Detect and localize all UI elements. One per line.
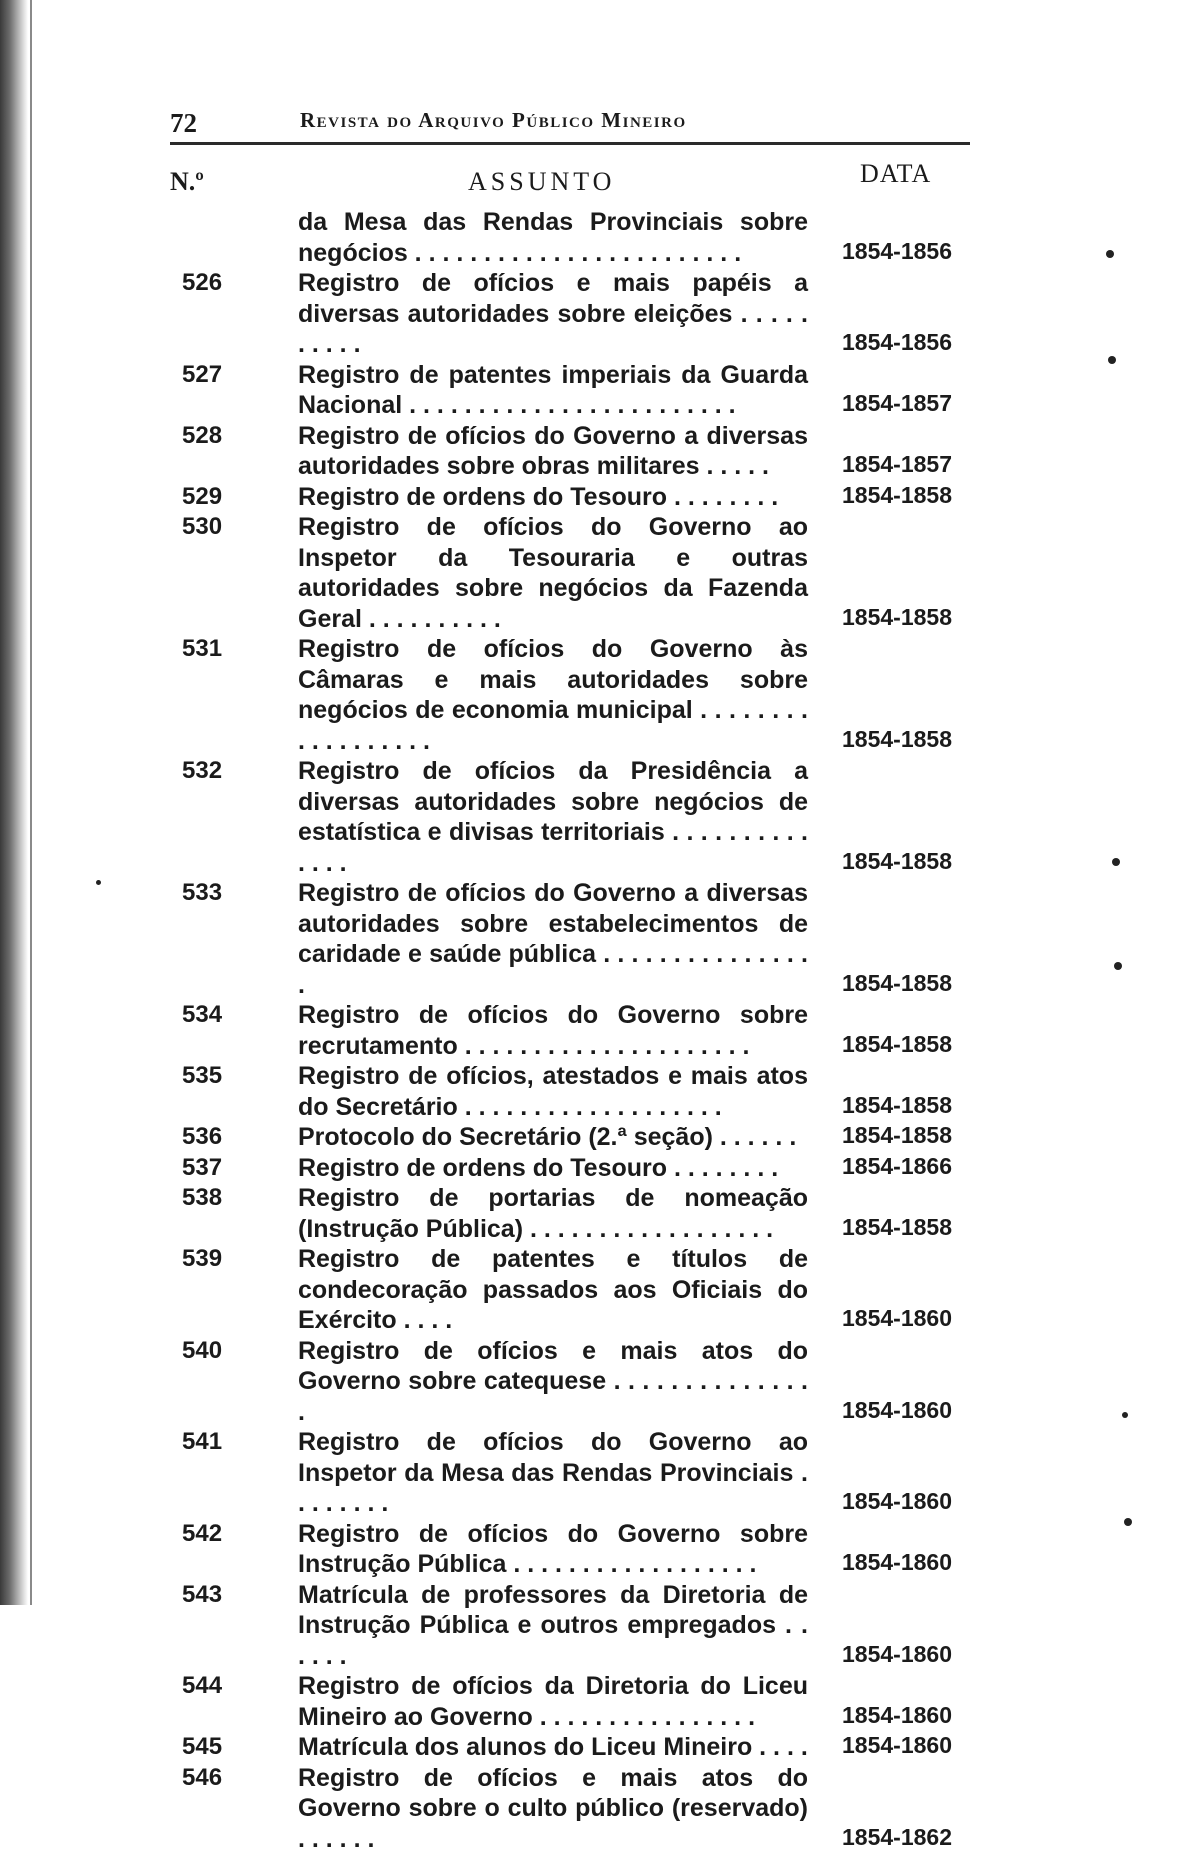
entry-subject: Registro de ofícios do Governo ao Inspetor da Mesa das Rendas Provinciais . . . . . . . . (298, 1427, 808, 1519)
entry-subject: Registro de ofícios da Diretoria do Liceu Mineiro ao Governo . . . . . . . . . . . . . . . . (298, 1671, 808, 1732)
entry-date: 1854-1860 (842, 1547, 952, 1578)
table-row (170, 1244, 970, 1336)
entry-subject: Registro de ofícios e mais atos do Governo sobre catequese . . . . . . . . . . . . . . . (298, 1336, 808, 1428)
entry-subject: Registro de portarias de nomeação (Instrução Pública) . . . . . . . . . . . . . . . . . . (298, 1183, 808, 1244)
column-headers (170, 145, 970, 207)
entry-number: 537 (182, 1153, 242, 1184)
table-row (170, 268, 970, 360)
entry-number: 529 (182, 482, 242, 513)
column-header-number: N.º (170, 167, 204, 197)
table-row (170, 1427, 970, 1519)
entry-number: 544 (182, 1671, 242, 1702)
entry-number: 530 (182, 512, 242, 543)
column-header-subject: ASSUNTO (468, 167, 615, 197)
entry-date: 1854-1858 (842, 968, 952, 999)
table-row (170, 878, 970, 1000)
table-row (170, 207, 970, 268)
speck-mark (1112, 858, 1120, 866)
entry-subject: Registro de ofícios do Governo sobre Instrução Pública . . . . . . . . . . . . . . . . . . (298, 1519, 808, 1580)
speck-mark (1106, 250, 1114, 258)
entry-subject: Registro de ordens do Tesouro . . . . . . . . (298, 1153, 808, 1184)
entry-date: 1854-1860 (842, 1639, 952, 1670)
entry-subject: Matrícula de professores da Diretoria de Instrução Pública e outros empregados . . . . . . (298, 1580, 808, 1672)
entry-subject: Registro de patentes e títulos de condecoração passados aos Oficiais do Exército . . . . (298, 1244, 808, 1336)
entry-date: 1854-1858 (842, 602, 952, 633)
entry-date: 1854-1856 (842, 236, 952, 267)
entry-subject: Registro de ofícios do Governo ao Inspetor da Tesouraria e outras autoridades sobre negócios da Fazenda Geral . . . . . . . . . . (298, 512, 808, 634)
entry-number: 540 (182, 1336, 242, 1367)
entry-subject: Registro de patentes imperiais da Guarda Nacional . . . . . . . . . . . . . . . . . . . . . . . . (298, 360, 808, 421)
entry-subject: Registro de ofícios e mais atos do Governo sobre o culto público (reservado) . . . . . . (298, 1763, 808, 1854)
entry-subject: Registro de ofícios do Governo sobre recrutamento . . . . . . . . . . . . . . . . . . . . . (298, 1000, 808, 1061)
entry-date: 1854-1857 (842, 449, 952, 480)
entry-subject: Registro de ofícios e mais papéis a diversas autoridades sobre eleições . . . . . . . . . . (298, 268, 808, 360)
speck-mark (1124, 1518, 1132, 1526)
entry-number: 526 (182, 268, 242, 299)
entry-number: 538 (182, 1183, 242, 1214)
entry-date: 1854-1858 (842, 480, 952, 511)
entry-date: 1854-1860 (842, 1395, 952, 1426)
entry-date: 1854-1866 (842, 1151, 952, 1182)
table-row (170, 1122, 970, 1153)
table-row (170, 1183, 970, 1244)
entry-number: 541 (182, 1427, 242, 1458)
entry-date: 1854-1860 (842, 1700, 952, 1731)
entry-date: 1854-1860 (842, 1303, 952, 1334)
entry-subject: da Mesa das Rendas Provinciais sobre negócios . . . . . . . . . . . . . . . . . . . . . . . . (298, 207, 808, 268)
entry-number: 536 (182, 1122, 242, 1153)
running-header (170, 100, 970, 145)
entry-number: 528 (182, 421, 242, 452)
table-row (170, 1763, 970, 1854)
table-row (170, 1519, 970, 1580)
table-row (170, 482, 970, 513)
table-row (170, 1061, 970, 1122)
entry-number: 546 (182, 1763, 242, 1794)
entry-subject: Matrícula dos alunos do Liceu Mineiro . . . . (298, 1732, 808, 1763)
entry-number: 543 (182, 1580, 242, 1611)
entry-subject: Registro de ofícios do Governo às Câmaras e mais autoridades sobre negócios de economia municipal . . . . . . . . . . . . . . . . . . (298, 634, 808, 756)
entry-number: 532 (182, 756, 242, 787)
entry-date: 1854-1860 (842, 1486, 952, 1517)
entry-subject: Protocolo do Secretário (2.ª seção) . . . . . . (298, 1122, 808, 1153)
entry-number: 545 (182, 1732, 242, 1763)
table-row (170, 421, 970, 482)
entry-number: 542 (182, 1519, 242, 1550)
entry-subject: Registro de ofícios da Presidência a diversas autoridades sobre negócios de estatística e divisas territoriais . . . . . . . . . . . . . . (298, 756, 808, 878)
entry-number: 531 (182, 634, 242, 665)
speck-mark (1114, 962, 1122, 970)
entry-date: 1854-1860 (842, 1730, 952, 1761)
entry-subject: Registro de ordens do Tesouro . . . . . . . . (298, 482, 808, 513)
entry-number: 534 (182, 1000, 242, 1031)
table-row (170, 1153, 970, 1184)
table-row (170, 360, 970, 421)
entry-number: 533 (182, 878, 242, 909)
entry-number: 527 (182, 360, 242, 391)
document-page (170, 100, 970, 1854)
entry-number: 539 (182, 1244, 242, 1275)
binding-shadow (0, 0, 28, 1605)
page-number: 72 (170, 108, 197, 139)
entry-subject: Registro de ofícios, atestados e mais atos do Secretário . . . . . . . . . . . . . . . . . . . (298, 1061, 808, 1122)
table-row (170, 512, 970, 634)
column-header-date: DATA (860, 159, 931, 189)
entry-date: 1854-1858 (842, 846, 952, 877)
table-row (170, 1000, 970, 1061)
table-row (170, 1580, 970, 1672)
entry-date: 1854-1862 (842, 1822, 952, 1853)
speck-mark (1122, 1412, 1128, 1418)
entry-date: 1854-1858 (842, 1120, 952, 1151)
entry-date: 1854-1856 (842, 327, 952, 358)
entry-subject: Registro de ofícios do Governo a diversas autoridades sobre estabelecimentos de caridade e saúde pública . . . . . . . . . . . . . . . . (298, 878, 808, 1000)
table-row (170, 1732, 970, 1763)
entry-subject: Registro de ofícios do Governo a diversas autoridades sobre obras militares . . . . . (298, 421, 808, 482)
entry-date: 1854-1858 (842, 1029, 952, 1060)
entry-date: 1854-1858 (842, 1090, 952, 1121)
speck-mark (96, 880, 101, 885)
entry-date: 1854-1858 (842, 724, 952, 755)
table-row (170, 1671, 970, 1732)
entry-date: 1854-1858 (842, 1212, 952, 1243)
table-row (170, 756, 970, 878)
table-row (170, 634, 970, 756)
entries-list (170, 207, 970, 1854)
entry-number: 535 (182, 1061, 242, 1092)
binding-edge (30, 0, 32, 1605)
table-row (170, 1336, 970, 1428)
journal-title: Revista do Arquivo Público Mineiro (300, 108, 687, 133)
speck-mark (1108, 356, 1116, 364)
entry-date: 1854-1857 (842, 388, 952, 419)
